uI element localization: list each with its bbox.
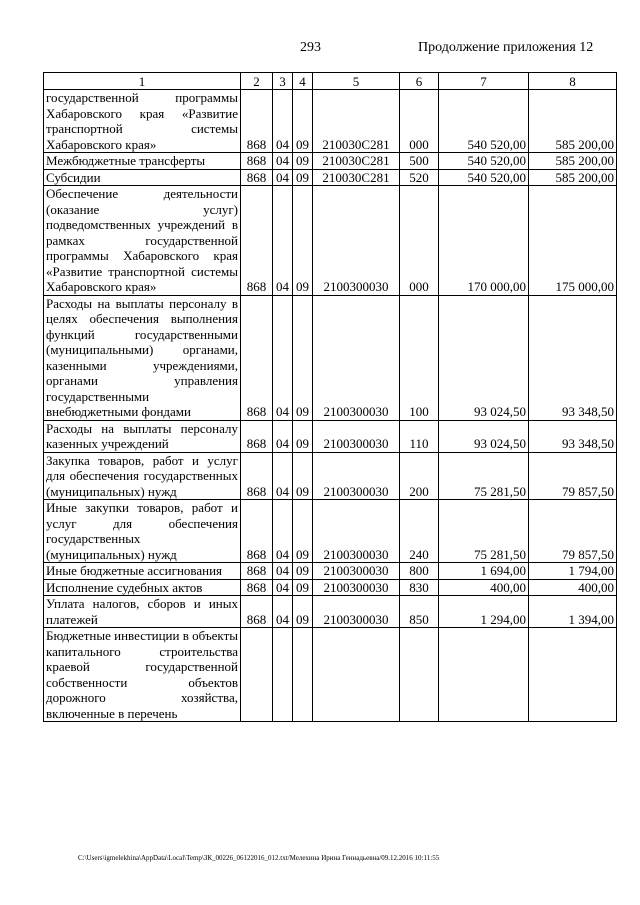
expense-name: Межбюджетные трансферты xyxy=(44,153,241,170)
subsection-code: 09 xyxy=(293,90,313,153)
amount-year-1: 75 281,50 xyxy=(439,500,529,563)
target-article-code: 2100300030 xyxy=(313,596,400,628)
expense-type-code: 240 xyxy=(400,500,439,563)
amount-year-2: 585 200,00 xyxy=(529,169,617,186)
amount-year-1: 93 024,50 xyxy=(439,295,529,420)
column-header: 1 xyxy=(44,73,241,90)
amount-year-1: 400,00 xyxy=(439,579,529,596)
table-row xyxy=(44,500,617,563)
section-code: 04 xyxy=(273,420,293,452)
target-article-code: 2100300030 xyxy=(313,563,400,580)
ministry-code: 868 xyxy=(241,579,273,596)
amount-year-2: 79 857,50 xyxy=(529,500,617,563)
column-header: 4 xyxy=(293,73,313,90)
expense-type-code: 100 xyxy=(400,295,439,420)
subsection-code: 09 xyxy=(293,153,313,170)
target-article-code: 210030С281 xyxy=(313,153,400,170)
expense-type-code: 800 xyxy=(400,563,439,580)
subsection-code: 09 xyxy=(293,563,313,580)
amount-year-2: 585 200,00 xyxy=(529,153,617,170)
target-article-code: 210030С281 xyxy=(313,169,400,186)
expense-name: Расходы на выплаты персоналу казенных учреждений xyxy=(44,420,241,452)
table-row xyxy=(44,90,617,153)
column-number-row xyxy=(44,73,617,90)
ministry-code: 868 xyxy=(241,420,273,452)
amount-year-2: 93 348,50 xyxy=(529,420,617,452)
expense-type-code: 000 xyxy=(400,186,439,296)
budget-table xyxy=(43,72,617,722)
amount-year-2: 585 200,00 xyxy=(529,90,617,153)
table-row xyxy=(44,579,617,596)
table-row xyxy=(44,628,617,722)
subsection-code xyxy=(293,628,313,722)
expense-type-code: 520 xyxy=(400,169,439,186)
target-article-code: 210030С281 xyxy=(313,90,400,153)
expense-type-code: 850 xyxy=(400,596,439,628)
amount-year-2: 1 394,00 xyxy=(529,596,617,628)
section-code: 04 xyxy=(273,596,293,628)
ministry-code: 868 xyxy=(241,500,273,563)
amount-year-2: 79 857,50 xyxy=(529,452,617,500)
amount-year-1: 1 694,00 xyxy=(439,563,529,580)
expense-type-code: 110 xyxy=(400,420,439,452)
amount-year-1: 1 294,00 xyxy=(439,596,529,628)
expense-name: Расходы на выплаты персоналу в целях обеспечения выполнения функций государственными (муниципальными) органами, казенными учреждениями, органами управления государственными внебюджетными фондами xyxy=(44,295,241,420)
expense-type-code: 200 xyxy=(400,452,439,500)
amount-year-2: 400,00 xyxy=(529,579,617,596)
expense-name: Иные закупки товаров, работ и услуг для обеспечения государственных (муниципальных) нужд xyxy=(44,500,241,563)
column-header: 3 xyxy=(273,73,293,90)
target-article-code: 2100300030 xyxy=(313,452,400,500)
section-code: 04 xyxy=(273,295,293,420)
expense-name: Субсидии xyxy=(44,169,241,186)
target-article-code: 2100300030 xyxy=(313,420,400,452)
column-header: 6 xyxy=(400,73,439,90)
ministry-code xyxy=(241,628,273,722)
expense-name: Иные бюджетные ассигнования xyxy=(44,563,241,580)
section-code: 04 xyxy=(273,452,293,500)
target-article-code: 2100300030 xyxy=(313,186,400,296)
table-row xyxy=(44,295,617,420)
amount-year-1 xyxy=(439,628,529,722)
amount-year-1: 75 281,50 xyxy=(439,452,529,500)
expense-name: Закупка товаров, работ и услуг для обеспечения государственных (муниципальных) нужд xyxy=(44,452,241,500)
continuation-note: Продолжение приложения 12 xyxy=(418,40,594,55)
expense-name: Уплата налогов, сборов и иных платежей xyxy=(44,596,241,628)
table-row xyxy=(44,153,617,170)
ministry-code: 868 xyxy=(241,563,273,580)
table-row xyxy=(44,186,617,296)
ministry-code: 868 xyxy=(241,153,273,170)
section-code: 04 xyxy=(273,186,293,296)
subsection-code: 09 xyxy=(293,169,313,186)
target-article-code: 2100300030 xyxy=(313,295,400,420)
file-path-footer: C:\Users\igmelekhina\AppData\Local\Temp\ЗК_00226_06122016_012.txt/Мелехина Ирина Геннадьевна/09.12.2016 10:11:55 xyxy=(78,854,440,862)
subsection-code: 09 xyxy=(293,295,313,420)
ministry-code: 868 xyxy=(241,295,273,420)
subsection-code: 09 xyxy=(293,500,313,563)
amount-year-2: 1 794,00 xyxy=(529,563,617,580)
expense-name: Бюджетные инвестиции в объекты капитального строительства краевой государственной собственности объектов дорожного хозяйства, включенные в перечень xyxy=(44,628,241,722)
section-code: 04 xyxy=(273,563,293,580)
section-code: 04 xyxy=(273,90,293,153)
table-row xyxy=(44,452,617,500)
expense-type-code xyxy=(400,628,439,722)
table-row xyxy=(44,596,617,628)
column-header: 8 xyxy=(529,73,617,90)
ministry-code: 868 xyxy=(241,90,273,153)
subsection-code: 09 xyxy=(293,452,313,500)
target-article-code xyxy=(313,628,400,722)
expense-name: Исполнение судебных актов xyxy=(44,579,241,596)
expense-type-code: 500 xyxy=(400,153,439,170)
amount-year-1: 93 024,50 xyxy=(439,420,529,452)
subsection-code: 09 xyxy=(293,596,313,628)
amount-year-1: 540 520,00 xyxy=(439,90,529,153)
table-row xyxy=(44,169,617,186)
target-article-code: 2100300030 xyxy=(313,579,400,596)
target-article-code: 2100300030 xyxy=(313,500,400,563)
column-header: 7 xyxy=(439,73,529,90)
amount-year-1: 540 520,00 xyxy=(439,153,529,170)
section-code: 04 xyxy=(273,169,293,186)
table-row xyxy=(44,563,617,580)
page-number: 293 xyxy=(300,40,321,55)
ministry-code: 868 xyxy=(241,186,273,296)
amount-year-1: 540 520,00 xyxy=(439,169,529,186)
subsection-code: 09 xyxy=(293,420,313,452)
subsection-code: 09 xyxy=(293,579,313,596)
expense-type-code: 830 xyxy=(400,579,439,596)
section-code: 04 xyxy=(273,500,293,563)
expense-name: Обеспечение деятельности (оказание услуг) подведомственных учреждений в рамках государственной программы Хабаровского края «Развитие транспортной системы Хабаровского края» xyxy=(44,186,241,296)
amount-year-2 xyxy=(529,628,617,722)
amount-year-2: 175 000,00 xyxy=(529,186,617,296)
section-code: 04 xyxy=(273,579,293,596)
expense-name: государственной программы Хабаровского края «Развитие транспортной системы Хабаровского края» xyxy=(44,90,241,153)
column-header: 2 xyxy=(241,73,273,90)
section-code: 04 xyxy=(273,153,293,170)
section-code xyxy=(273,628,293,722)
amount-year-2: 93 348,50 xyxy=(529,295,617,420)
table-row xyxy=(44,420,617,452)
ministry-code: 868 xyxy=(241,452,273,500)
ministry-code: 868 xyxy=(241,169,273,186)
subsection-code: 09 xyxy=(293,186,313,296)
column-header: 5 xyxy=(313,73,400,90)
ministry-code: 868 xyxy=(241,596,273,628)
amount-year-1: 170 000,00 xyxy=(439,186,529,296)
expense-type-code: 000 xyxy=(400,90,439,153)
